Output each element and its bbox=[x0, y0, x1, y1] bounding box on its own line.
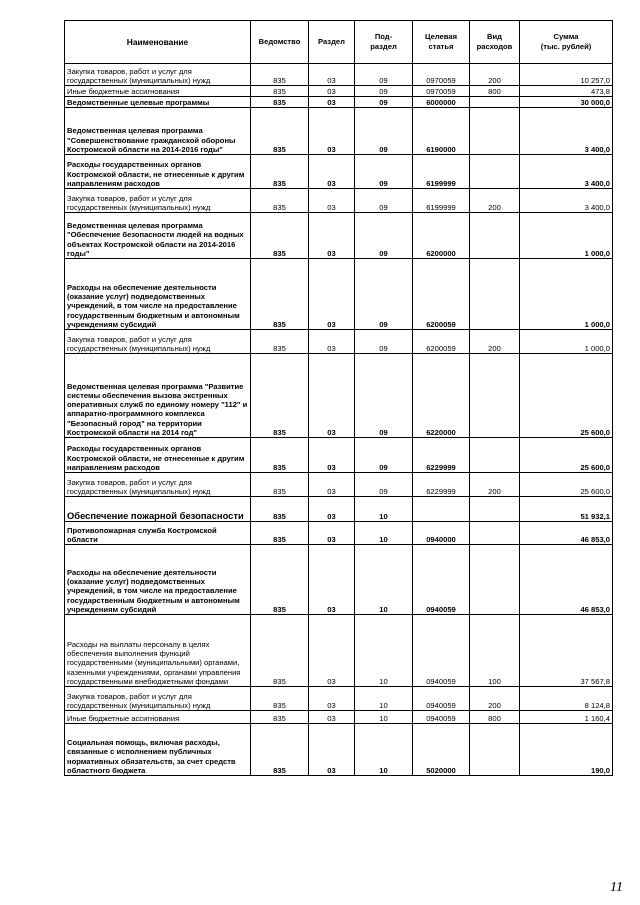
cell-target: 6200059 bbox=[413, 330, 470, 354]
table-row bbox=[65, 330, 613, 354]
cell-target: 0970059 bbox=[413, 64, 470, 86]
cell-name: Закупка товаров, работ и услуг для государственных (муниципальных) нужд bbox=[65, 687, 251, 711]
cell-expense: 200 bbox=[470, 687, 520, 711]
cell-subsection: 09 bbox=[355, 108, 413, 155]
cell-amount: 3 400,0 bbox=[520, 189, 613, 213]
cell-subsection: 09 bbox=[355, 189, 413, 213]
cell-section: 03 bbox=[309, 711, 355, 724]
cell-expense bbox=[470, 213, 520, 259]
cell-dept: 835 bbox=[251, 330, 309, 354]
cell-expense bbox=[470, 724, 520, 776]
cell-subsection: 09 bbox=[355, 354, 413, 438]
cell-section: 03 bbox=[309, 86, 355, 97]
cell-amount: 46 853,0 bbox=[520, 522, 613, 545]
cell-amount: 25 600,0 bbox=[520, 438, 613, 473]
table-row bbox=[65, 545, 613, 615]
cell-subsection: 09 bbox=[355, 438, 413, 473]
cell-dept: 835 bbox=[251, 711, 309, 724]
cell-expense bbox=[470, 97, 520, 108]
table-header-row bbox=[65, 21, 613, 64]
cell-target: 5020000 bbox=[413, 724, 470, 776]
cell-dept: 835 bbox=[251, 86, 309, 97]
cell-dept: 835 bbox=[251, 724, 309, 776]
cell-name: Ведомственная целевая программа "Совершенствование гражданской обороны Костромской области на 2014-2016 годы" bbox=[65, 108, 251, 155]
cell-dept: 835 bbox=[251, 497, 309, 522]
cell-amount: 10 257,0 bbox=[520, 64, 613, 86]
table-row bbox=[65, 711, 613, 724]
cell-target: 0970059 bbox=[413, 86, 470, 97]
table-body bbox=[65, 64, 613, 776]
table-row bbox=[65, 64, 613, 86]
cell-expense: 200 bbox=[470, 330, 520, 354]
cell-target: 6229999 bbox=[413, 438, 470, 473]
header-amount: Сумма (тыс. рублей) bbox=[520, 21, 613, 64]
cell-target: 6200059 bbox=[413, 259, 470, 330]
cell-dept: 835 bbox=[251, 545, 309, 615]
cell-section: 03 bbox=[309, 473, 355, 497]
cell-target bbox=[413, 497, 470, 522]
table-row bbox=[65, 108, 613, 155]
cell-target: 0940059 bbox=[413, 711, 470, 724]
table-row bbox=[65, 155, 613, 189]
cell-section: 03 bbox=[309, 438, 355, 473]
cell-section: 03 bbox=[309, 155, 355, 189]
cell-section: 03 bbox=[309, 330, 355, 354]
table-row bbox=[65, 497, 613, 522]
table-row bbox=[65, 473, 613, 497]
cell-section: 03 bbox=[309, 64, 355, 86]
cell-name: Ведомственная целевая программа "Развитие системы обеспечения вызова экстренных оперативных служб по единому номеру "112" и аппаратно-программного комплекса "Безопасный город" на территории Костромской области на 2014 год" bbox=[65, 354, 251, 438]
cell-name: Социальная помощь, включая расходы, связанные с исполнением публичных нормативных обязательств, за счет средств областного бюджета bbox=[65, 724, 251, 776]
cell-dept: 835 bbox=[251, 97, 309, 108]
cell-dept: 835 bbox=[251, 189, 309, 213]
cell-amount: 30 000,0 bbox=[520, 97, 613, 108]
cell-expense: 200 bbox=[470, 473, 520, 497]
cell-dept: 835 bbox=[251, 108, 309, 155]
cell-amount: 8 124,8 bbox=[520, 687, 613, 711]
cell-dept: 835 bbox=[251, 259, 309, 330]
budget-table bbox=[64, 20, 613, 776]
cell-dept: 835 bbox=[251, 522, 309, 545]
table-row bbox=[65, 213, 613, 259]
cell-amount: 1 000,0 bbox=[520, 259, 613, 330]
cell-subsection: 09 bbox=[355, 97, 413, 108]
cell-section: 03 bbox=[309, 189, 355, 213]
page-number: 11 bbox=[610, 880, 623, 895]
header-name: Наименование bbox=[65, 21, 251, 64]
cell-expense bbox=[470, 108, 520, 155]
cell-amount: 190,0 bbox=[520, 724, 613, 776]
table-row bbox=[65, 259, 613, 330]
header-dept: Ведомство bbox=[251, 21, 309, 64]
cell-name: Закупка товаров, работ и услуг для государственных (муниципальных) нужд bbox=[65, 473, 251, 497]
cell-expense: 800 bbox=[470, 711, 520, 724]
cell-section: 03 bbox=[309, 545, 355, 615]
cell-target: 6200000 bbox=[413, 213, 470, 259]
cell-subsection: 10 bbox=[355, 711, 413, 724]
cell-target: 6199999 bbox=[413, 189, 470, 213]
cell-amount: 3 400,0 bbox=[520, 155, 613, 189]
cell-name: Иные бюджетные ассигнования bbox=[65, 86, 251, 97]
cell-dept: 835 bbox=[251, 438, 309, 473]
cell-expense bbox=[470, 522, 520, 545]
cell-dept: 835 bbox=[251, 615, 309, 687]
table-row bbox=[65, 724, 613, 776]
cell-subsection: 09 bbox=[355, 330, 413, 354]
table-row bbox=[65, 189, 613, 213]
cell-section: 03 bbox=[309, 522, 355, 545]
header-section: Раздел bbox=[309, 21, 355, 64]
cell-subsection: 10 bbox=[355, 724, 413, 776]
cell-dept: 835 bbox=[251, 64, 309, 86]
cell-subsection: 09 bbox=[355, 473, 413, 497]
cell-target: 6199999 bbox=[413, 155, 470, 189]
cell-section: 03 bbox=[309, 259, 355, 330]
cell-expense: 200 bbox=[470, 64, 520, 86]
cell-dept: 835 bbox=[251, 354, 309, 438]
cell-dept: 835 bbox=[251, 213, 309, 259]
cell-name: Обеспечение пожарной безопасности bbox=[65, 497, 251, 522]
cell-target: 6220000 bbox=[413, 354, 470, 438]
cell-amount: 37 567,8 bbox=[520, 615, 613, 687]
cell-subsection: 09 bbox=[355, 155, 413, 189]
cell-name: Расходы государственных органов Костромской области, не отнесенные к другим направлениям расходов bbox=[65, 438, 251, 473]
cell-name: Расходы на обеспечение деятельности (оказание услуг) подведомственных учреждений, в том числе на предоставление государственным бюджетным и автономным учреждениям субсидий bbox=[65, 545, 251, 615]
cell-target: 0940059 bbox=[413, 687, 470, 711]
cell-target: 0940059 bbox=[413, 615, 470, 687]
cell-target: 0940059 bbox=[413, 545, 470, 615]
cell-name: Расходы на обеспечение деятельности (оказание услуг) подведомственных учреждений, в том числе на предоставление государственным бюджетным и автономным учреждениям субсидий bbox=[65, 259, 251, 330]
table-row bbox=[65, 687, 613, 711]
cell-name: Ведомственная целевая программа "Обеспечение безопасности людей на водных объектах Костромской области на 2014-2016 годы" bbox=[65, 213, 251, 259]
cell-name: Расходы на выплаты персоналу в целях обеспечения выполнения функций государственными (муниципальными) органами, казенными учреждениями, органами управления государственными внебюджетными фондами bbox=[65, 615, 251, 687]
cell-name: Расходы государственных органов Костромской области, не отнесенные к другим направлениям расходов bbox=[65, 155, 251, 189]
cell-subsection: 10 bbox=[355, 497, 413, 522]
cell-subsection: 09 bbox=[355, 259, 413, 330]
cell-section: 03 bbox=[309, 615, 355, 687]
cell-subsection: 10 bbox=[355, 615, 413, 687]
cell-section: 03 bbox=[309, 687, 355, 711]
cell-amount: 3 400,0 bbox=[520, 108, 613, 155]
cell-name: Ведомственные целевые программы bbox=[65, 97, 251, 108]
cell-target: 6000000 bbox=[413, 97, 470, 108]
cell-dept: 835 bbox=[251, 687, 309, 711]
cell-amount: 1 000,0 bbox=[520, 213, 613, 259]
cell-target: 6190000 bbox=[413, 108, 470, 155]
cell-expense bbox=[470, 354, 520, 438]
table-row bbox=[65, 97, 613, 108]
header-expense: Вид расходов bbox=[470, 21, 520, 64]
cell-amount: 51 932,1 bbox=[520, 497, 613, 522]
cell-subsection: 09 bbox=[355, 86, 413, 97]
cell-amount: 25 600,0 bbox=[520, 473, 613, 497]
cell-target: 6229999 bbox=[413, 473, 470, 497]
header-subsection: Под- раздел bbox=[355, 21, 413, 64]
cell-amount: 25 600,0 bbox=[520, 354, 613, 438]
cell-amount: 1 160,4 bbox=[520, 711, 613, 724]
cell-section: 03 bbox=[309, 213, 355, 259]
cell-subsection: 10 bbox=[355, 545, 413, 615]
cell-subsection: 10 bbox=[355, 522, 413, 545]
cell-expense: 800 bbox=[470, 86, 520, 97]
cell-name: Закупка товаров, работ и услуг для государственных (муниципальных) нужд bbox=[65, 330, 251, 354]
cell-expense: 100 bbox=[470, 615, 520, 687]
cell-section: 03 bbox=[309, 354, 355, 438]
cell-name: Закупка товаров, работ и услуг для государственных (муниципальных) нужд bbox=[65, 189, 251, 213]
cell-expense bbox=[470, 545, 520, 615]
table-row bbox=[65, 354, 613, 438]
cell-expense bbox=[470, 497, 520, 522]
cell-subsection: 09 bbox=[355, 64, 413, 86]
cell-target: 0940000 bbox=[413, 522, 470, 545]
table-row bbox=[65, 86, 613, 97]
cell-name: Иные бюджетные ассигнования bbox=[65, 711, 251, 724]
table-row bbox=[65, 615, 613, 687]
cell-section: 03 bbox=[309, 108, 355, 155]
cell-dept: 835 bbox=[251, 473, 309, 497]
cell-expense bbox=[470, 259, 520, 330]
cell-section: 03 bbox=[309, 97, 355, 108]
cell-name: Закупка товаров, работ и услуг для государственных (муниципальных) нужд bbox=[65, 64, 251, 86]
cell-name: Противопожарная служба Костромской области bbox=[65, 522, 251, 545]
cell-expense bbox=[470, 438, 520, 473]
cell-subsection: 09 bbox=[355, 213, 413, 259]
cell-amount: 473,8 bbox=[520, 86, 613, 97]
cell-amount: 1 000,0 bbox=[520, 330, 613, 354]
table-row bbox=[65, 522, 613, 545]
cell-subsection: 10 bbox=[355, 687, 413, 711]
cell-amount: 46 853,0 bbox=[520, 545, 613, 615]
cell-expense bbox=[470, 155, 520, 189]
table-row bbox=[65, 438, 613, 473]
cell-dept: 835 bbox=[251, 155, 309, 189]
cell-expense: 200 bbox=[470, 189, 520, 213]
cell-section: 03 bbox=[309, 497, 355, 522]
header-target: Целевая статья bbox=[413, 21, 470, 64]
cell-section: 03 bbox=[309, 724, 355, 776]
